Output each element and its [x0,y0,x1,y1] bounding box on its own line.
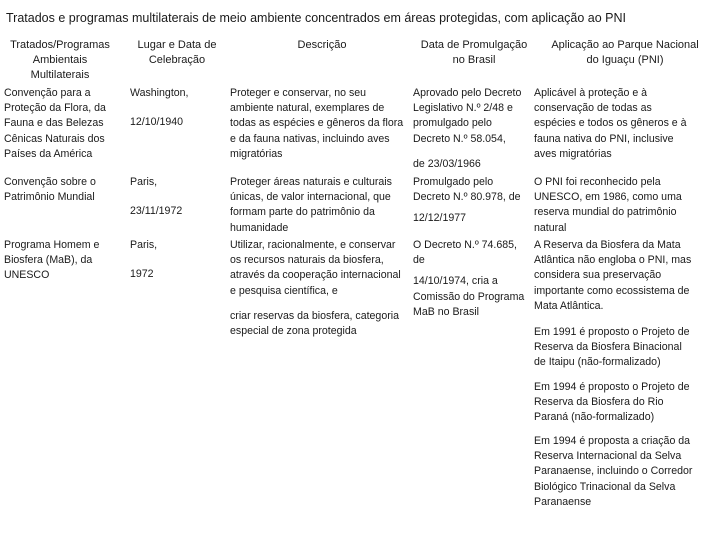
text-line: formam parte do patrimônio da [230,206,375,219]
text-line: migratórias [230,147,283,160]
text-line: natural [534,221,567,234]
header-place-date [122,38,232,68]
text-line: Utilizar, racionalmente, e conservar [230,239,396,251]
text-line: Programa Homem e [4,239,100,251]
text-line: UNESCO [4,269,50,282]
row2-treaty [4,175,96,205]
header-line: do Iguaçu (PNI) [586,54,664,66]
row3-treaty [4,238,99,284]
text-line: únicas, de valor internacional, que [230,191,391,204]
header-line: Celebração [148,54,206,66]
row2-description [230,175,392,236]
text-line: conservação de todas as [534,102,652,115]
text-line: Aprovado pelo Decreto [413,87,522,99]
date: 1972 [130,268,154,281]
row1-application [534,86,687,162]
text-line: Países da América [4,147,93,160]
text-line: importante como ecossistema de [534,284,690,297]
text-line: Legislativo N.º 2/48 e [413,102,513,115]
text-line: Paranaense [534,495,592,508]
promulgation-date: 12/12/1977 [413,212,467,225]
header-line: Aplicação ao Parque Nacional [551,39,699,51]
text-line: Em 1994 é proposto o Projeto de [534,381,690,393]
text-line: Paraná (não-formalizado) [534,411,655,424]
text-line: promulgado pelo [413,117,492,130]
text-line: Aplicável à proteção e à [534,87,648,99]
text-line: MaB no Brasil [413,305,479,318]
text-line: Decreto N.º 80.978, de [413,191,521,204]
text-line: e da fauna nativas, incluindo aves [230,132,390,145]
text-line: Convenção para a [4,87,91,99]
text-line: humanidade [230,221,289,234]
text-line: Patrimônio Mundial [4,191,95,204]
place: Paris, [130,176,158,188]
row2-application [534,175,682,236]
header-promulgation [412,38,536,68]
text-line: Fauna e das Belezas [4,117,104,130]
page-title: Tratados e programas multilaterais de meio ambiente concentrados em áreas protegidas, com aplicação ao PNI [6,11,626,25]
row1-promulgation [413,86,521,172]
text-line: através da cooperação internacional [230,269,401,282]
text-line: O PNI foi reconhecido pela [534,176,661,188]
text-line: Promulgado pelo [413,176,494,188]
row3-note-1 [534,325,689,371]
row3-place-date [130,238,157,282]
text-line: espécies e todos os gêneros e à [534,117,687,130]
row2-place-date [130,175,182,219]
text-line: Convenção sobre o [4,176,96,188]
text-line: reserva mundial do patrimônio [534,206,677,219]
text-line: UNESCO, em 1986, como uma [534,191,682,204]
text-line: Proteger áreas naturais e culturais [230,176,392,188]
text-line: de [413,254,425,267]
text-line: especial de zona protegida [230,325,357,338]
text-line: fauna nativa do PNI, inclusive [534,132,674,145]
text-line: Mata Atlântica. [534,299,604,312]
row3-description [230,238,401,339]
text-line: A Reserva da Biosfera da Mata [534,239,681,251]
header-treaties [4,38,116,83]
text-line: Em 1991 é proposto o Projeto de [534,326,690,338]
text-line: Paranaense, incluindo o Corredor [534,465,693,478]
text-line: Reserva da Biosfera do Rio [534,396,664,409]
text-line: e pesquisa científica, e [230,284,338,297]
text-line: Cênicas Naturais dos [4,132,105,145]
header-line: Descrição [297,39,347,51]
header-line: Multilaterais [30,69,90,81]
text-line: Reserva Internacional da Selva [534,450,682,463]
text-line: Comissão do Programa [413,290,525,303]
header-application [534,38,716,68]
text-line: todas as espécies e gêneros da flora [230,117,404,130]
header-line: Ambientais [32,54,88,66]
text-line: Atlântica não engloba o PNI, mas [534,254,692,267]
text-line: criar reservas da biosfera, categoria [230,309,399,322]
date: 12/10/1940 [130,116,184,129]
header-line: no Brasil [452,54,496,66]
header-line: Data de Promulgação [420,39,528,51]
text-line: Biosfera (MaB), da [4,254,93,267]
header-line: Tratados/Programas [10,39,110,51]
row3-application [534,238,691,314]
promulgation-date: de 23/03/1966 [413,157,481,170]
row1-description [230,86,403,162]
row2-promulgation [413,175,521,227]
text-line: considera sua preservação [534,269,662,282]
date: 23/11/1972 [130,205,183,218]
row3-promulgation [413,238,524,320]
text-line: Decreto N.º 58.054, [413,132,506,145]
text-line: aves migratórias [534,147,612,160]
text-line: Em 1994 é proposta a criação da [534,435,691,447]
place: Paris, [130,239,158,251]
row3-note-2 [534,380,689,426]
text-line: Reserva da Biosfera Binacional [534,341,682,354]
place: Washington, [130,87,189,99]
text-line: O Decreto N.º 74.685, [413,239,517,251]
header-line: Lugar e Data de [137,39,217,51]
header-description [232,38,412,53]
text-line: os recursos naturais da biosfera, [230,254,384,267]
text-line: Proteção da Flora, da [4,102,106,115]
text-line: 14/10/1974, cria a [413,275,498,288]
text-line: Biológico Trinacional da Selva [534,480,676,493]
text-line: Proteger e conservar, no seu [230,87,367,99]
row1-treaty [4,86,106,162]
row1-place-date [130,86,189,130]
text-line: de Itaipu (não-formalizado) [534,356,661,369]
text-line: ambiente natural, exemplares de [230,102,385,115]
row3-note-3 [534,434,692,510]
